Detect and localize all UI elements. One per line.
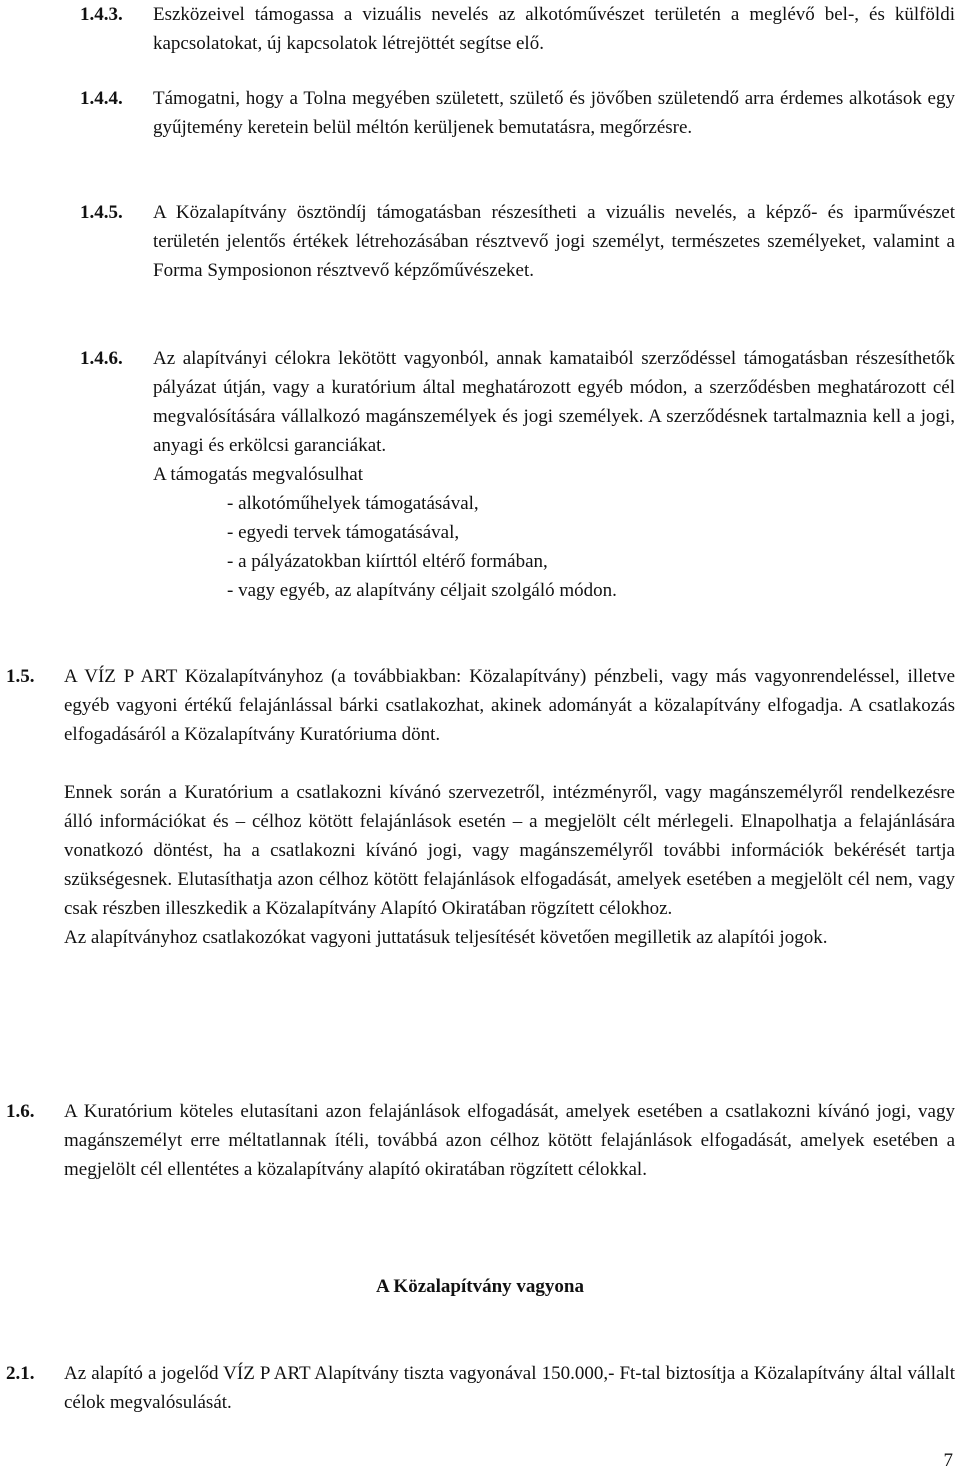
item-number: 1.4.6. — [80, 348, 123, 369]
paragraph-3: Az alapítványhoz csatlakozókat vagyoni juttatásuk teljesítését követően megilletik az alapítói jogok. — [64, 927, 828, 948]
section-1-6 — [6, 1097, 955, 1184]
support-forms-list — [153, 489, 955, 605]
item-number: 1.4.5. — [80, 202, 123, 223]
item-number: 1.4.3. — [80, 4, 123, 25]
paragraph-1: A VÍZ P ART Közalapítványhoz (a továbbiakban: Közalapítvány) pénzbeli, vagy más vagyonrendeléssel, illetve egyéb vagyoni értékű felajánlással bárki csatlakozhat, akinek adományát a közalapítvány elfogadja. A csatlakozás elfogadásáról a Közalapítvány Kuratóriuma dönt. — [64, 666, 955, 745]
item-text: A Közalapítvány ösztöndíj támogatásban részesítheti a vizuális nevelés, a képző- és iparművészet területén jelentős értékek létrehozásában résztvevő jogi személyt, természetes személyeket, valamint a Forma Symposionon résztvevő képzőművészeket. — [153, 202, 955, 281]
section-body — [64, 662, 955, 952]
section-1-5 — [6, 662, 955, 952]
section-text: A Kuratórium köteles elutasítani azon felajánlások elfogadását, amelyek esetében a csatlakozni kívánó jogi, vagy magánszemélyt erre méltatlannak ítéli, továbbá azon célhoz kötött felajánlások elfogadását, amelyek esetében a megjelölt cél ellentétes a közalapítvány alapító okiratában rögzített célokkal. — [64, 1101, 955, 1180]
section-number: 2.1. — [6, 1363, 35, 1384]
section-heading: A Közalapítvány vagyona — [376, 1276, 584, 1297]
item-1-4-6 — [80, 344, 955, 605]
list-item: - a pályázatokban kiírttól eltérő formában, — [227, 551, 548, 572]
item-number: 1.4.4. — [80, 88, 123, 109]
list-item: - egyedi tervek támogatásával, — [227, 522, 460, 543]
page-number: 7 — [943, 1450, 953, 1471]
list-item: - alkotóműhelyek támogatásával, — [227, 493, 479, 514]
item-1-4-5 — [80, 198, 955, 285]
list-intro: A támogatás megvalósulhat — [153, 464, 364, 485]
list-item: - vagy egyéb, az alapítvány céljait szolgáló módon. — [227, 580, 617, 601]
item-text: Támogatni, hogy a Tolna megyében született, születő és jövőben születendő arra érdemes alkotások egy gyűjtemény keretein belül méltón kerüljenek bemutatásra, megőrzésre. — [153, 88, 955, 138]
section-2-1 — [6, 1359, 955, 1417]
section-number: 1.6. — [6, 1101, 35, 1122]
item-text: Eszközeivel támogassa a vizuális nevelés az alkotóművészet területén a meglévő bel-, és külföldi kapcsolatokat, új kapcsolatok létrejöttét segítse elő. — [153, 4, 955, 54]
item-text: Az alapítványi célokra lekötött vagyonból, annak kamataiból szerződéssel támogatásban részesíthetők pályázat útján, vagy a kuratórium által meghatározott egyéb módon, a szerződésben meghatározott cél megvalósítására vállalkozó magánszemélyek és jogi személyek. A szerződésnek tartalmaznia kell a jogi, anyagi és erkölcsi garanciákat. — [153, 348, 955, 456]
paragraph-2: Ennek során a Kuratórium a csatlakozni kívánó szervezetről, intézményről, vagy magánszemélyről rendelkezésre álló információkat és – célhoz kötött felajánlások esetén – a megjelölt célt mérlegeli. Elnapolhatja a felajánlására vonatkozó döntést, ha a csatlakozni kívánó jogi, vagy magánszemélyről további információk bekérését tartja szükségesnek. Elutasíthatja azon célhoz kötött felajánlások elfogadását, amelyek esetében a megjelölt cél nem, vagy csak részben illeszkedik a Közalapítvány Alapító Okiratában rögzített célokhoz. — [64, 782, 955, 919]
item-1-4-3 — [80, 0, 955, 58]
section-number: 1.5. — [6, 666, 35, 687]
item-body — [153, 344, 955, 605]
item-1-4-4 — [80, 84, 955, 142]
section-text: Az alapító a jogelőd VÍZ P ART Alapítvány tiszta vagyonával 150.000,- Ft-tal biztosítja a Közalapítvány által vállalt célok megvalósulását. — [64, 1363, 955, 1413]
